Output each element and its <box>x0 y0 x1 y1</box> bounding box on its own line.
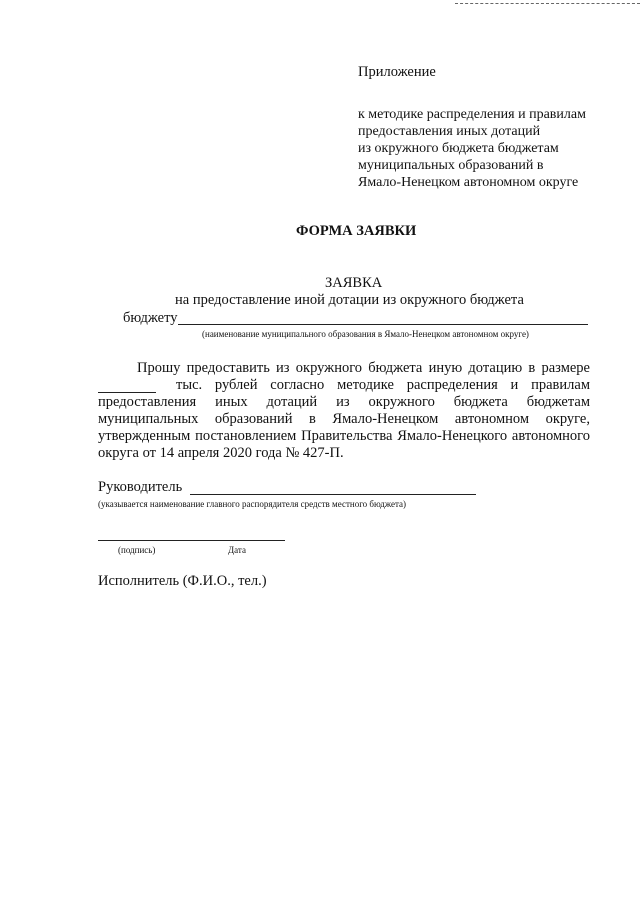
appendix-title: Приложение <box>358 64 436 80</box>
form-heading: ФОРМА ЗАЯВКИ <box>296 223 417 239</box>
signature-label: (подпись) <box>118 545 156 555</box>
request-line-2: тыс. рублей согласно методике распределения и правилам <box>176 377 590 393</box>
request-line-1: Прошу предоставить из окружного бюджета иную дотацию в размере <box>137 360 590 376</box>
appendix-line-4: муниципальных образований в <box>358 158 544 173</box>
application-subtitle: на предоставление иной дотации из окружного бюджета <box>175 292 524 308</box>
appendix-line-2: предоставления иных дотаций <box>358 124 541 139</box>
signature-line <box>98 540 285 541</box>
head-name-hint: (указывается наименование главного распорядителя средств местного бюджета) <box>98 499 406 509</box>
appendix-line-3: из окружного бюджета бюджетам <box>358 141 559 156</box>
request-line-6: округа от 14 апреля 2020 года № 427-П. <box>98 445 344 461</box>
appendix-line-5: Ямало-Ненецком автономном округе <box>358 175 579 190</box>
budget-name-line <box>178 324 588 325</box>
request-line-4: муниципальных образований в Ямало-Ненецком автономном округе, <box>98 411 590 427</box>
application-title: ЗАЯВКА <box>325 275 383 291</box>
head-label: Руководитель <box>98 479 183 495</box>
request-line-5: утвержденным постановлением Правительства Ямало-Ненецкого автономного <box>98 428 590 444</box>
request-line-3: предоставления иных дотаций из окружного бюджета бюджетам <box>98 394 590 410</box>
head-name-line <box>190 494 476 495</box>
date-label: Дата <box>228 545 246 555</box>
amount-blank-line <box>98 392 156 393</box>
budget-label: бюджету <box>123 310 178 326</box>
budget-name-hint: (наименование муниципального образования в Ямало-Ненецком автономном округе) <box>202 329 529 339</box>
appendix-line-1: к методике распределения и правилам <box>358 107 586 122</box>
scan-edge-mark <box>455 3 640 4</box>
executor-label: Исполнитель (Ф.И.О., тел.) <box>98 573 267 589</box>
